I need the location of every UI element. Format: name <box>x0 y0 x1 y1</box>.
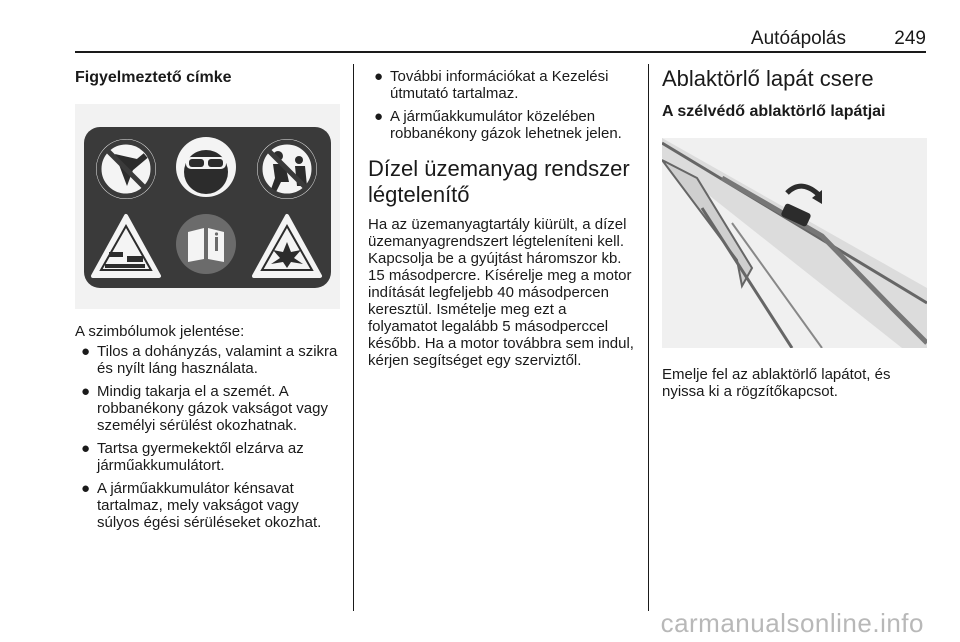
header-rule <box>75 51 926 53</box>
column-1 <box>75 64 340 531</box>
diesel-body-text: Ha az üzemanyagtartály kiürült, a dízel üzemanyagrendszert légteleníteni kell. Kapcsolja be a gyújtást háromszor kb. 15 másodpercre. Kísérelje meg a motor indítását legfeljebb 40 másodpercen keresztül. Ismételje meg ezt a folyamatot legalább 5 másodperccel később. Ha a motor továbbra sem indul, kérjen segítséget egy szerviztől. <box>368 216 634 369</box>
list-item: ● Mindig takarja el a szemét. A robbanékony gázok vakságot vagy személyi sérülést okozhatnak. <box>81 383 328 434</box>
wiper-blade-figure <box>662 138 927 348</box>
symbols-intro: A szimbólumok jelentése: <box>75 323 245 340</box>
page-header <box>75 28 926 52</box>
column-divider-1 <box>353 64 354 611</box>
section-heading-wiper-replacement: Ablaktörlő lapát csere <box>662 66 874 91</box>
battery-warning-label-illustration <box>75 104 340 309</box>
subheading-windscreen-wiper: A szélvédő ablaktörlő lapátjai <box>662 103 886 120</box>
list-item: ● További információkat a Kezelési útmutató tartalmaz. <box>374 68 609 102</box>
list-item: ● Tilos a dohányzás, valamint a szikra és nyílt láng használata. <box>81 343 338 377</box>
section-heading-warning-label: Figyelmeztető címke <box>75 69 232 86</box>
list-item: ● Tartsa gyermekektől elzárva az járműakkumulátort. <box>81 440 304 474</box>
symbols-list <box>75 343 340 531</box>
list-item: ● A járműakkumulátor kénsavat tartalmaz, mely vakságot vagy súlyos égési sérüléseket okozhat. <box>81 480 322 531</box>
no-smoking-icon <box>96 139 156 199</box>
info-list <box>368 68 636 142</box>
watermark: carmanualsonline.info <box>660 608 924 638</box>
warning-label-figure <box>75 104 340 309</box>
section-heading-diesel: Dízel üzemanyag rendszer légtelenítő <box>368 156 630 207</box>
keep-children-away-icon <box>257 139 317 199</box>
wiper-body-text: Emelje fel az ablaktörlő lapátot, és nyissa ki a rögzítőkapcsot. <box>662 366 891 400</box>
column-3 <box>662 64 927 400</box>
header-title: Autóápolás <box>750 28 846 49</box>
column-divider-2 <box>648 64 649 611</box>
read-manual-icon <box>176 214 236 274</box>
wiper-blade-illustration <box>662 138 927 348</box>
eye-protection-icon <box>176 137 236 197</box>
list-item: ● A járműakkumulátor közelében robbanékony gázok lehetnek jelen. <box>374 108 622 142</box>
page-number: 249 <box>894 28 926 49</box>
column-2 <box>368 64 636 369</box>
